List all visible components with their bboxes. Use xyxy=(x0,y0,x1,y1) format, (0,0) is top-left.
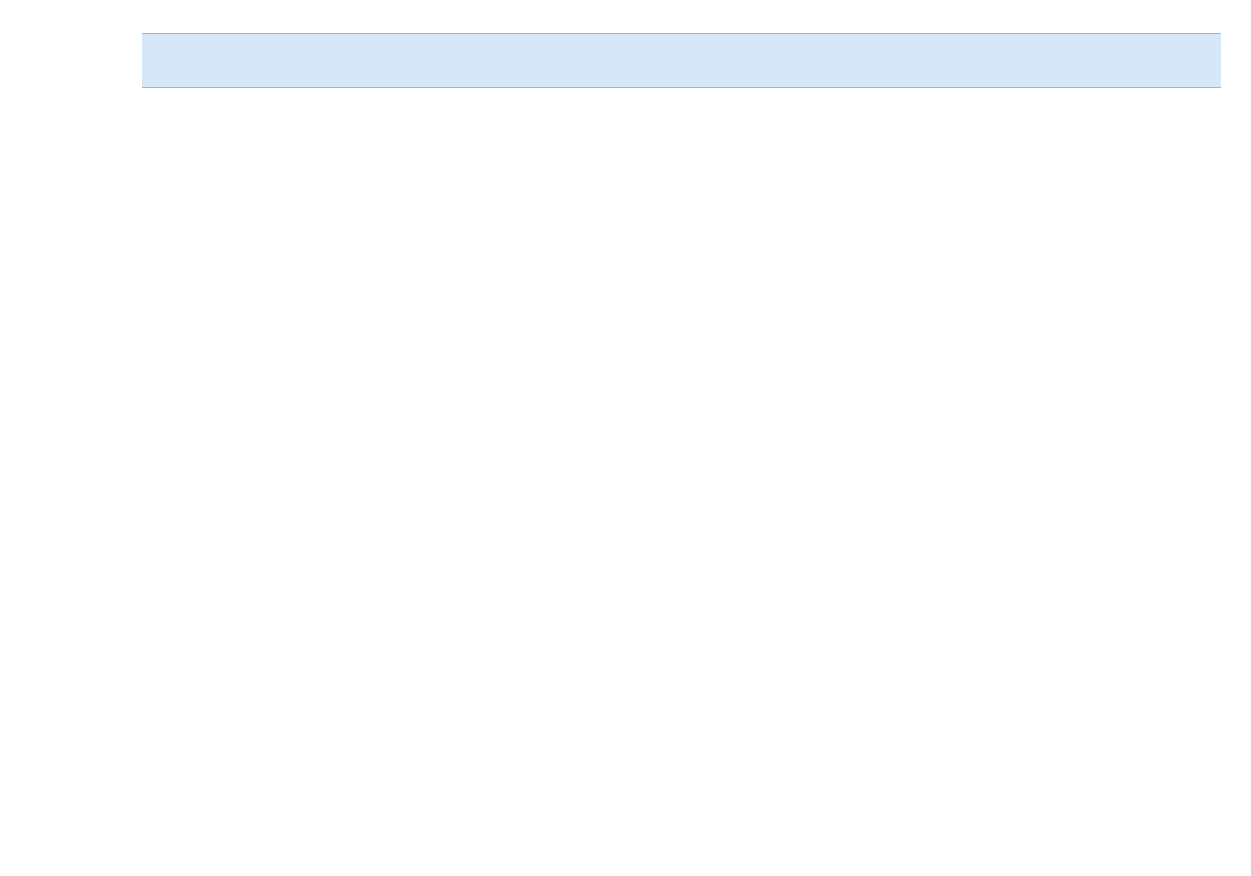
day-header-row xyxy=(142,33,1221,88)
